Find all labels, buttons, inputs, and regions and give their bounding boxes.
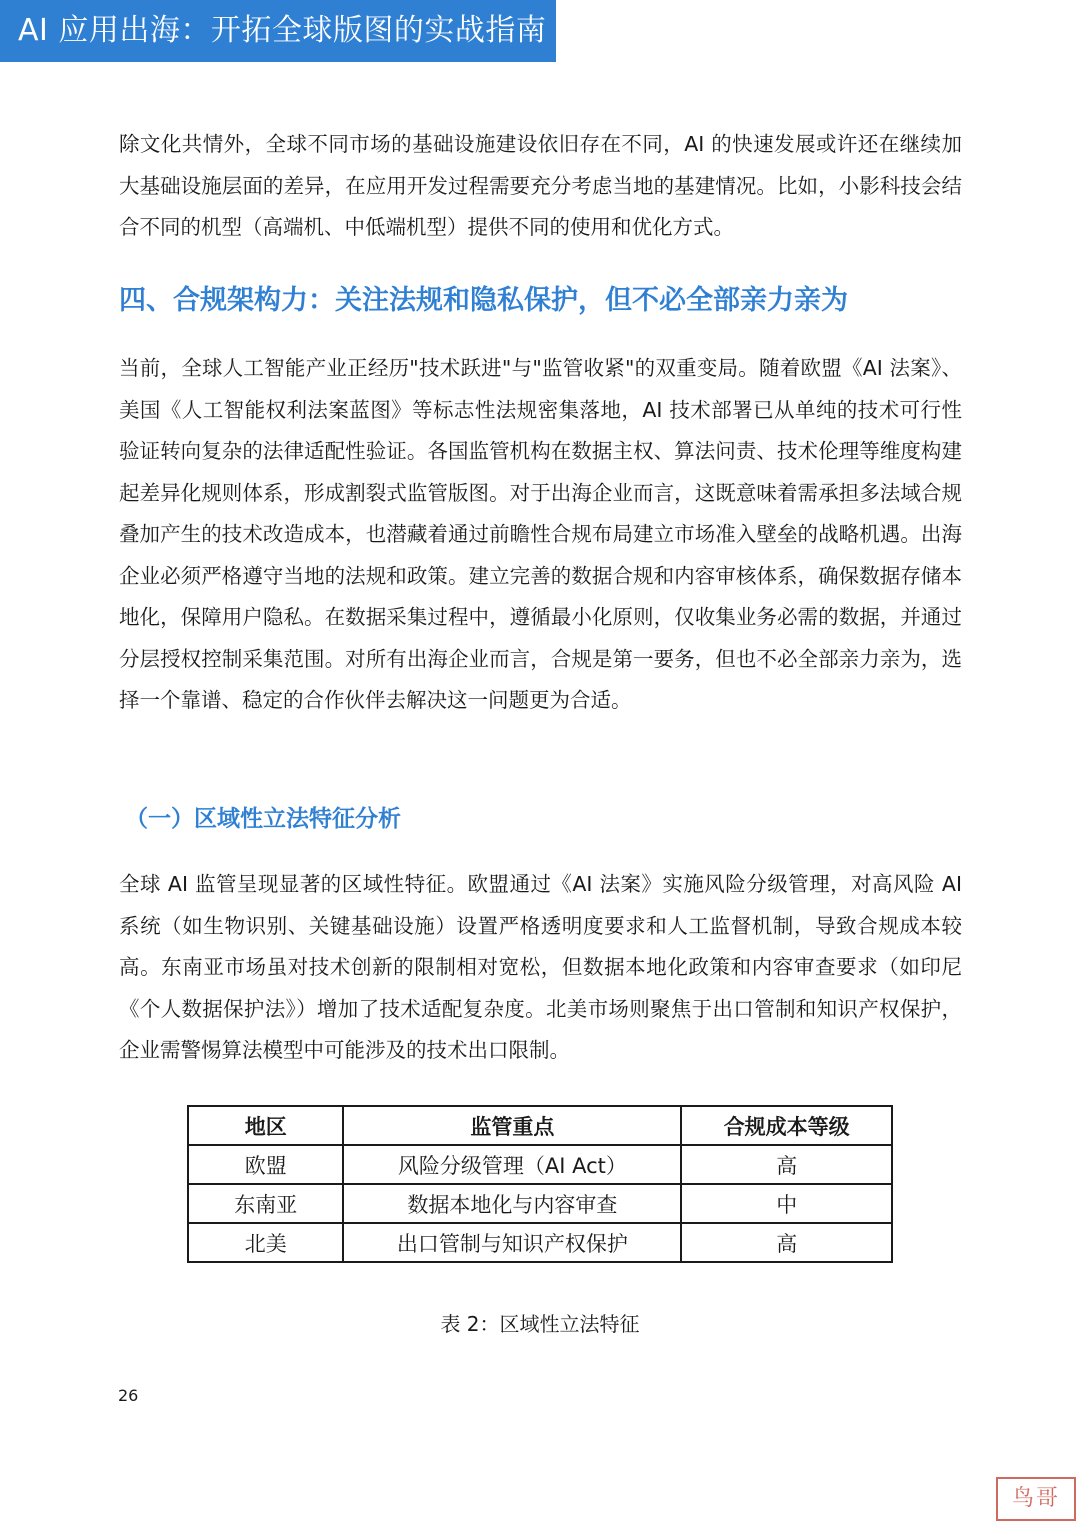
table-cell-region: 欧盟 <box>188 1145 343 1184</box>
table-cell-region: 北美 <box>188 1223 343 1262</box>
table-cell-region: 东南亚 <box>188 1184 343 1223</box>
subsection-heading: （一）区域性立法特征分析 <box>125 806 401 832</box>
header-compliance-cost: 合规成本等级 <box>681 1106 892 1145</box>
table-caption: 表 2：区域性立法特征 <box>440 1312 640 1336</box>
header-regulatory-focus: 监管重点 <box>343 1106 681 1145</box>
section-heading: 四、合规架构力：关注法规和隐私保护，但不必全部亲力亲为 <box>119 285 848 316</box>
table-cell-cost: 高 <box>681 1145 892 1184</box>
page-number: 26 <box>118 1386 139 1405</box>
table-row <box>188 1223 892 1262</box>
table-cell-focus: 数据本地化与内容审查 <box>343 1184 681 1223</box>
stamp-logo: 鸟哥 <box>996 1477 1076 1521</box>
intro-paragraph: 除文化共情外，全球不同市场的基础设施建设依旧存在不同，AI 的快速发展或许还在继续加大基础设施层面的差异，在应用开发过程需要充分考虑当地的基建情况。比如，小影科技会结合不同的机型（高端机、中低端机型）提供不同的使用和优化方式。 <box>119 132 962 239</box>
table-header-row <box>188 1106 892 1145</box>
table-cell-focus: 风险分级管理（AI Act） <box>343 1145 681 1184</box>
table-row <box>188 1145 892 1184</box>
subsection-paragraph: 全球 AI 监管呈现显著的区域性特征。欧盟通过《AI 法案》实施风险分级管理，对高风险 AI 系统（如生物识别、关键基础设施）设置严格透明度要求和人工监督机制，导致合规成本较高。东南亚市场虽对技术创新的限制相对宽松，但数据本地化政策和内容审查要求（如印尼《个人数据保护法》）增加了技术适配复杂度。北美市场则聚焦于出口管制和知识产权保护，企业需警惕算法模型中可能涉及的技术出口限制。 <box>119 872 962 1062</box>
table-cell-cost: 高 <box>681 1223 892 1262</box>
table-row <box>188 1184 892 1223</box>
section-paragraph: 当前，全球人工智能产业正经历"技术跃进"与"监管收紧"的双重变局。随着欧盟《AI 法案》、美国《人工智能权利法案蓝图》等标志性法规密集落地，AI 技术部署已从单纯的技术可行性验证转向复杂的法律适配性验证。各国监管机构在数据主权、算法问责、技术伦理等维度构建起差异化规则体系，形成割裂式监管版图。对于出海企业而言，这既意味着需承担多法域合规叠加产生的技术改造成本，也潜藏着通过前瞻性合规布局建立市场准入壁垒的战略机遇。出海企业必须严格遵守当地的法规和政策。建立完善的数据合规和内容审核体系，确保数据存储本地化，保障用户隐私。在数据采集过程中，遵循最小化原则，仅收集业务必需的数据，并通过分层授权控制采集范围。对所有出海企业而言，合规是第一要务，但也不必全部亲力亲为，选择一个靠谱、稳定的合作伙伴去解决这一问题更为合适。 <box>119 356 962 712</box>
table-cell-focus: 出口管制与知识产权保护 <box>343 1223 681 1262</box>
header-region: 地区 <box>188 1106 343 1145</box>
table-cell-cost: 中 <box>681 1184 892 1223</box>
header-title-banner: AI 应用出海：开拓全球版图的实战指南 <box>0 0 556 62</box>
regional-legislation-table <box>187 1105 893 1263</box>
